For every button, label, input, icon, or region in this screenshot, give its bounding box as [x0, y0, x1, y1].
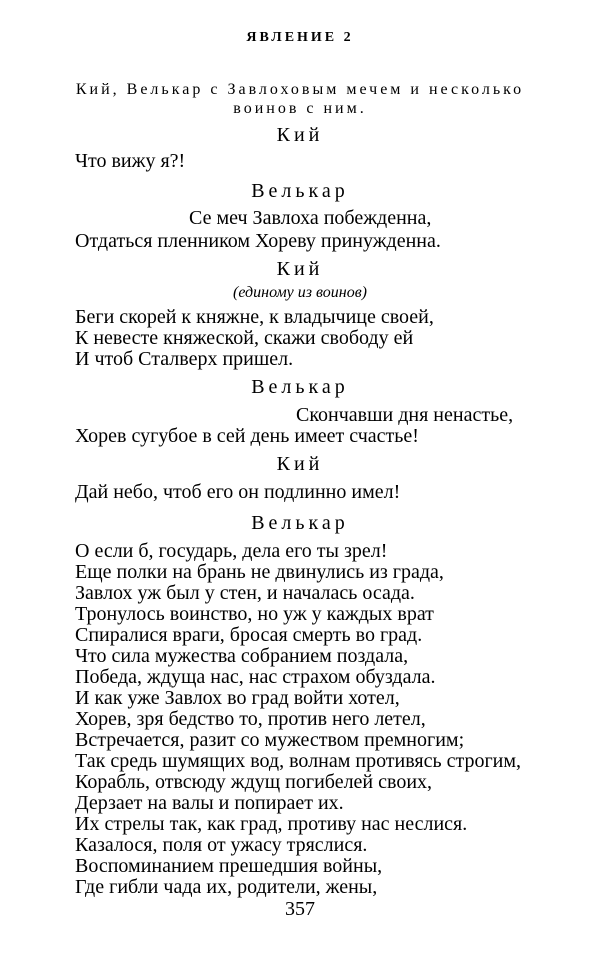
verse-line: И чтоб Сталверх пришел. [75, 348, 294, 370]
scene-title: ЯВЛЕНИЕ 2 [246, 30, 354, 45]
verse-line: Где гибли чада их, родители, жены, [75, 876, 378, 898]
speaker-name: Велькар [251, 180, 349, 202]
verse-line: Дерзает на валы и попирает их. [75, 792, 344, 814]
speaker-name: Велькар [251, 512, 349, 534]
verse-line: Их стрелы так, как град, противу нас неслися. [75, 813, 468, 835]
speaker-name: Велькар [251, 376, 349, 398]
verse-line: Спиралися враги, бросая смерть во град. [75, 624, 423, 646]
verse-line: К невесте княжеской, скажи свободу ей [75, 327, 414, 349]
stage-direction-line: Кий, Велькар с Завлоховым мечем и несколько [75, 81, 525, 98]
verse-line: Встречается, разит со мужеством премногим; [75, 729, 465, 751]
verse-line: Так средь шумящих вод, волнам противясь строгим, [75, 750, 522, 772]
verse-line: Отдаться пленником Хореву принужденна. [75, 230, 441, 252]
verse-line: Победа, ждуща нас, нас страхом обуздала. [75, 666, 436, 688]
verse-line: Что сила мужества собранием поздала, [75, 645, 409, 667]
verse-line: Хорев, зря бедство то, против него летел, [75, 708, 426, 730]
page-number: 357 [285, 898, 315, 920]
verse-line: Беги скорей к княжне, к владычице своей, [75, 306, 434, 328]
verse-line: Воспоминанием прешедшия войны, [75, 855, 383, 877]
verse-line: Се меч Завлоха побежденна, [189, 207, 432, 229]
verse-line: Дай небо, чтоб его он подлинно имел! [75, 481, 401, 503]
speaker-name: Кий [276, 258, 324, 280]
verse-line: И как уже Завлох во град войти хотел, [75, 687, 400, 709]
verse-line: Что вижу я?! [75, 150, 186, 172]
verse-line: О если б, государь, дела его ты зрел! [75, 540, 388, 562]
verse-line: Тронулось воинство, но уж у каждых врат [75, 603, 434, 625]
verse-line: Еще полки на брань не двинулись из града, [75, 561, 444, 583]
verse-line: Завлох уж был у стен, и началась осада. [75, 582, 415, 604]
verse-line: Казалося, поля от ужасу тряслися. [75, 834, 368, 856]
verse-line: Корабль, отвсюду ждущ погибелей своих, [75, 771, 433, 793]
verse-line: Скончавши дня ненастье, [296, 404, 514, 426]
verse-line: Хорев сугубое в сей день имеет счастье! [75, 425, 419, 447]
speaker-name: Кий [276, 124, 324, 146]
stage-direction-line: воинов с ним. [233, 100, 367, 117]
speaker-name: Кий [276, 453, 324, 475]
stage-aside: (единому из воинов) [233, 284, 367, 301]
